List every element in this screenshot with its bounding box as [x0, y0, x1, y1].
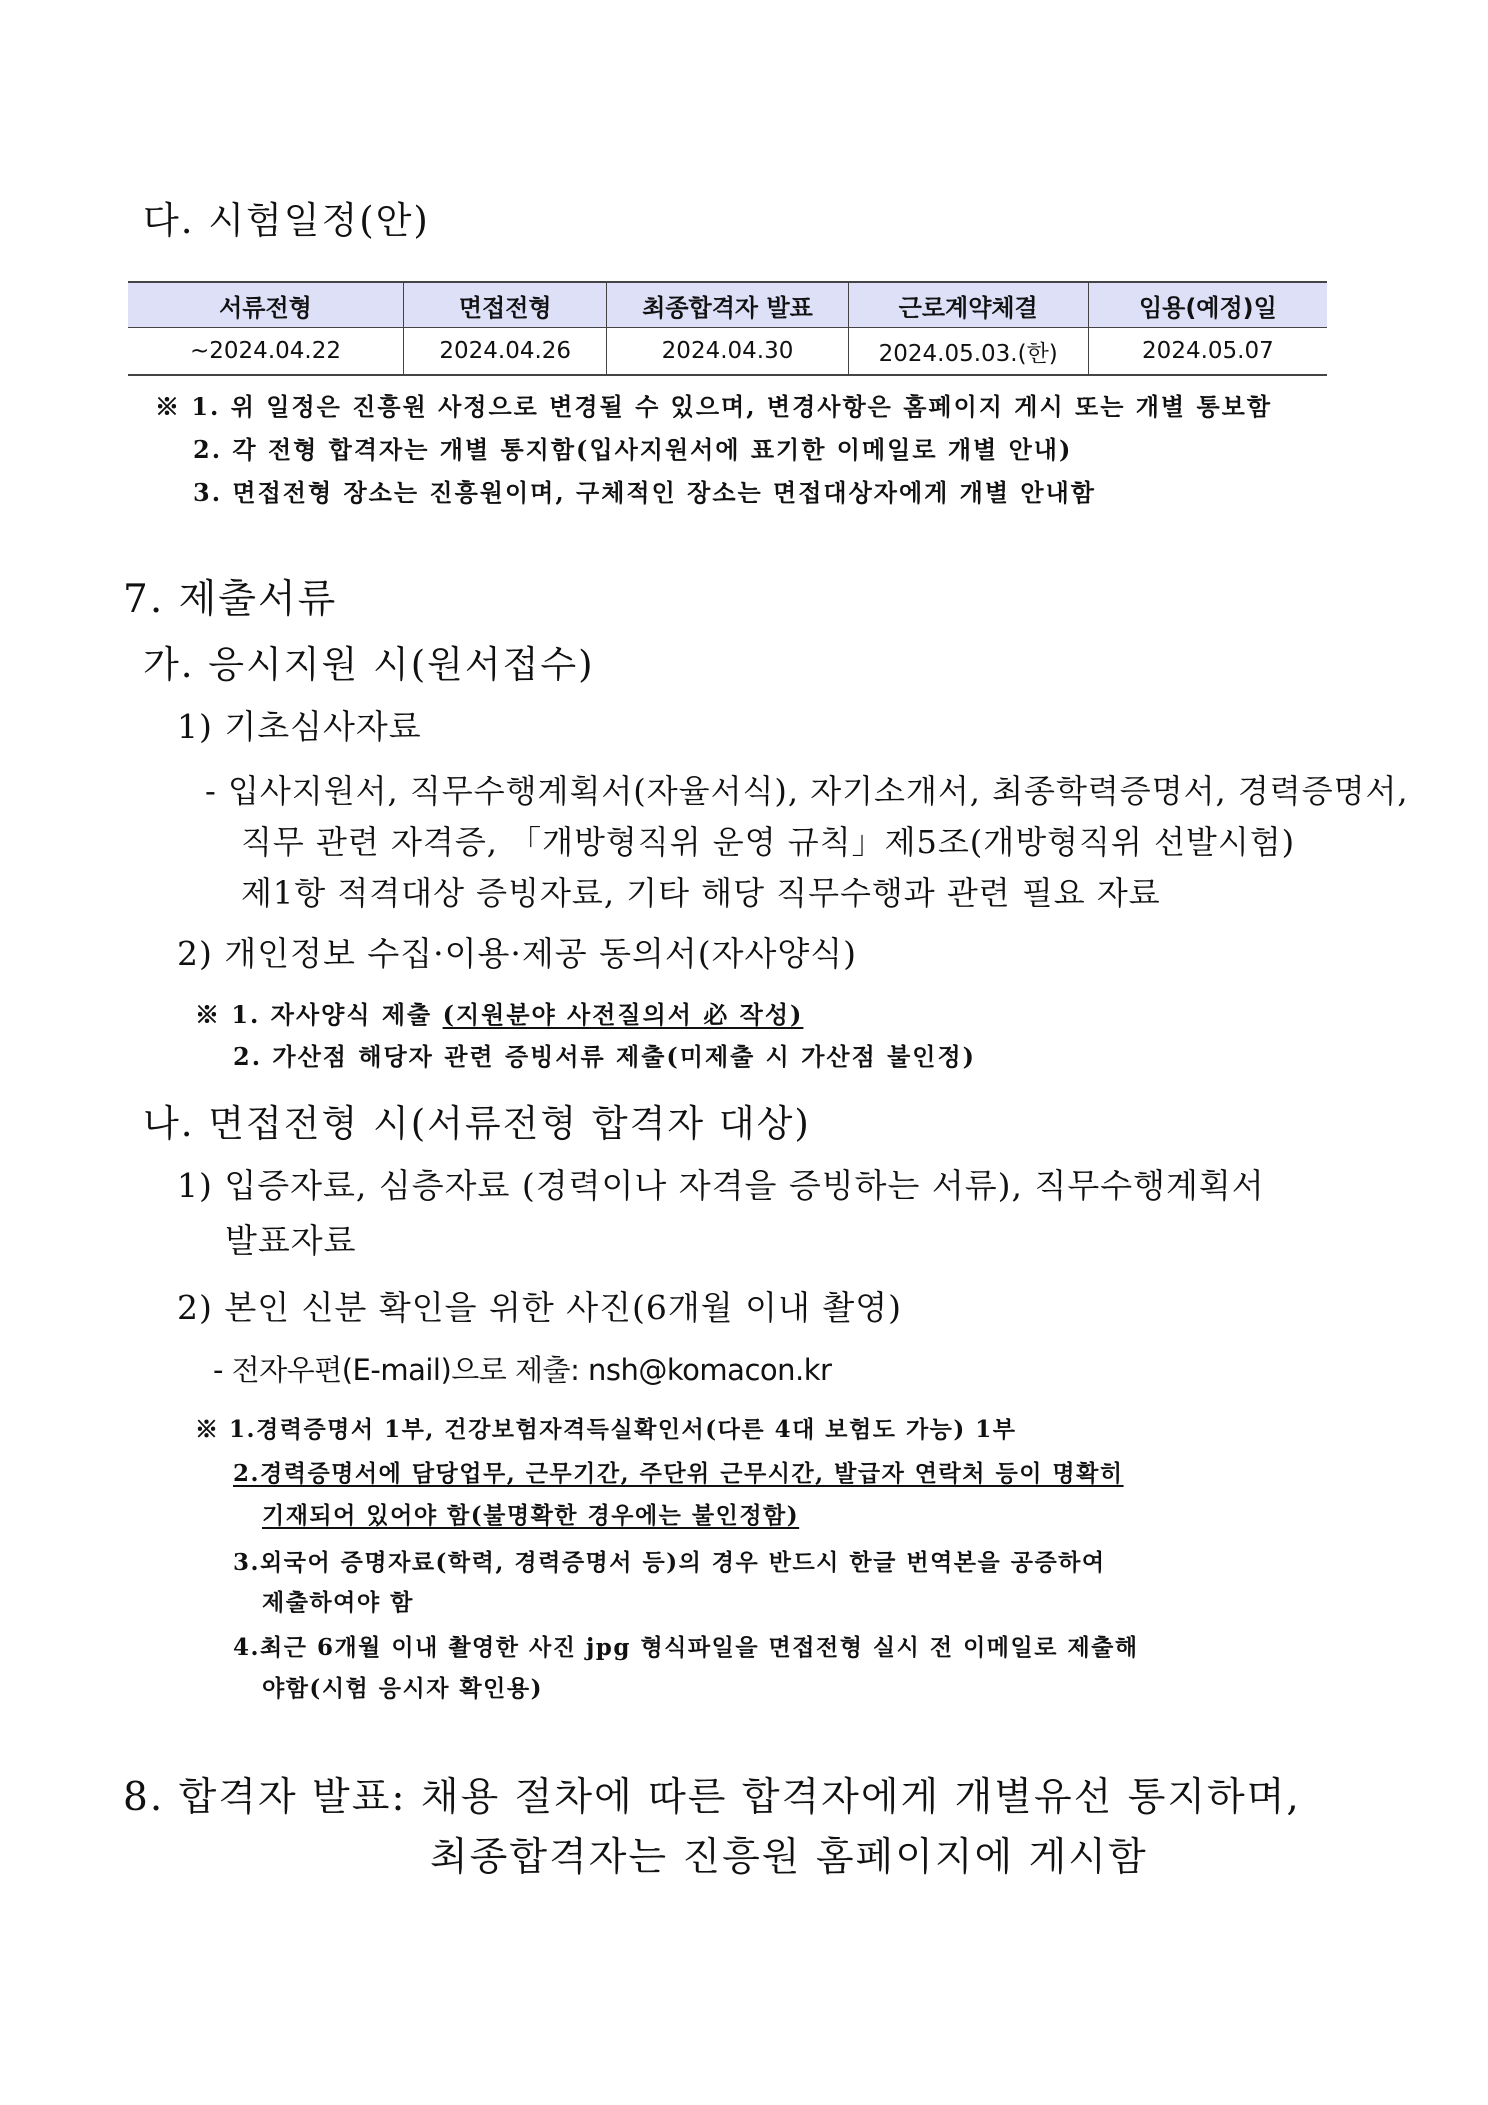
- table-row: [128, 328, 1327, 376]
- na-note-3-line2: 제출하여야 함: [262, 1589, 414, 1616]
- section-8-line1: [123, 1766, 1301, 1822]
- na-item-2-title: 2) 본인 신분 확인을 위한 사진(6개월 이내 촬영): [177, 1288, 902, 1327]
- na-note-2-line2: 기재되어 있어야 함(불명확한 경우에는 불인정함): [262, 1502, 800, 1529]
- ga-note-1-prefix: ※ 1. 자사양식 제출: [195, 1000, 443, 1029]
- schedule-note-2: 2. 각 전형 합격자는 개별 통지함(입사지원서에 표기한 이메일로 개별 안내): [193, 435, 1073, 464]
- schedule-heading: 다. 시험일정(안): [143, 199, 430, 242]
- section-8-line2: 최종합격자는 진흥원 홈페이지에 게시함: [430, 1835, 1148, 1880]
- na-note-1: ※ 1.경력증명서 1부, 건강보험자격득실확인서(다른 4대 보험도 가능) 1부: [195, 1416, 1017, 1443]
- ga-item-1-title: 1) 기초심사자료: [177, 707, 422, 746]
- ga-note-1-emphasis: (지원분야 사전질의서 必 작성): [442, 1000, 804, 1029]
- column-header: 최종합격자 발표: [607, 282, 848, 328]
- table-cell: 2024.05.07: [1088, 328, 1327, 376]
- column-header: 임용(예정)일: [1088, 282, 1327, 328]
- table-cell: ~2024.04.22: [128, 328, 404, 376]
- na-note-4-line2: 야함(시험 응시자 확인용): [262, 1675, 543, 1702]
- ga-note-2: 2. 가산점 해당자 관련 증빙서류 제출(미제출 시 가산점 불인정): [233, 1042, 977, 1071]
- schedule-note-1: ※ 1. 위 일정은 진흥원 사정으로 변경될 수 있으며, 변경사항은 홈페이지 게시 또는 개별 통보함: [155, 392, 1273, 421]
- na-item-1-line: 1) 입증자료, 심층자료 (경력이나 자격을 증빙하는 서류), 직무수행계획서: [177, 1166, 1265, 1205]
- column-header: 서류전형: [128, 282, 404, 328]
- subsection-na-heading: 나. 면접전형 시(서류전형 합격자 대상): [143, 1102, 811, 1145]
- ga-item-1-line: 제1항 적격대상 증빙자료, 기타 해당 직무수행과 관련 필요 자료: [241, 874, 1161, 912]
- section-8-text: 채용 절차에 따른 합격자에게 개별유선 통지하며,: [420, 1775, 1301, 1820]
- na-note-2-line1: 2.경력증명서에 담당업무, 근무기간, 주단위 근무시간, 발급자 연락처 등이 명확히: [233, 1460, 1124, 1487]
- section-8-label: 8. 합격자 발표:: [123, 1775, 407, 1820]
- email-submission-line: - 전자우편(E-mail)으로 제출: nsh@komacon.kr: [213, 1353, 832, 1387]
- column-header: 근로계약체결: [848, 282, 1088, 328]
- ga-item-1-line: 직무 관련 자격증, 「개방형직위 운영 규칙」제5조(개방형직위 선발시험): [241, 823, 1296, 861]
- column-header: 면접전형: [404, 282, 607, 328]
- table-header-row: [128, 282, 1327, 328]
- table-cell: 2024.04.26: [404, 328, 607, 376]
- schedule-note-3: 3. 면접전형 장소는 진흥원이며, 구체적인 장소는 면접대상자에게 개별 안내함: [193, 478, 1096, 507]
- section-7-heading: 7. 제출서류: [123, 577, 338, 622]
- na-note-3-line1: 3.외국어 증명자료(학력, 경력증명서 등)의 경우 반드시 한글 번역본을 공증하여: [233, 1549, 1106, 1576]
- table-cell: 2024.05.03.(한): [848, 328, 1088, 376]
- ga-item-2-title: 2) 개인정보 수집·이용·제공 동의서(자사양식): [177, 934, 857, 973]
- subsection-ga-heading: 가. 응시지원 시(원서접수): [143, 643, 595, 686]
- na-note-4-line1: 4.최근 6개월 이내 촬영한 사진 jpg 형식파일을 면접전형 실시 전 이메일로 제출해: [233, 1634, 1139, 1661]
- ga-note-1: [195, 995, 803, 1030]
- na-item-1-line: 발표자료: [225, 1221, 357, 1260]
- ga-item-1-line: - 입사지원서, 직무수행계획서(자율서식), 자기소개서, 최종학력증명서, 경력증명서,: [205, 772, 1409, 810]
- schedule-table: [128, 281, 1327, 376]
- table-cell: 2024.04.30: [607, 328, 848, 376]
